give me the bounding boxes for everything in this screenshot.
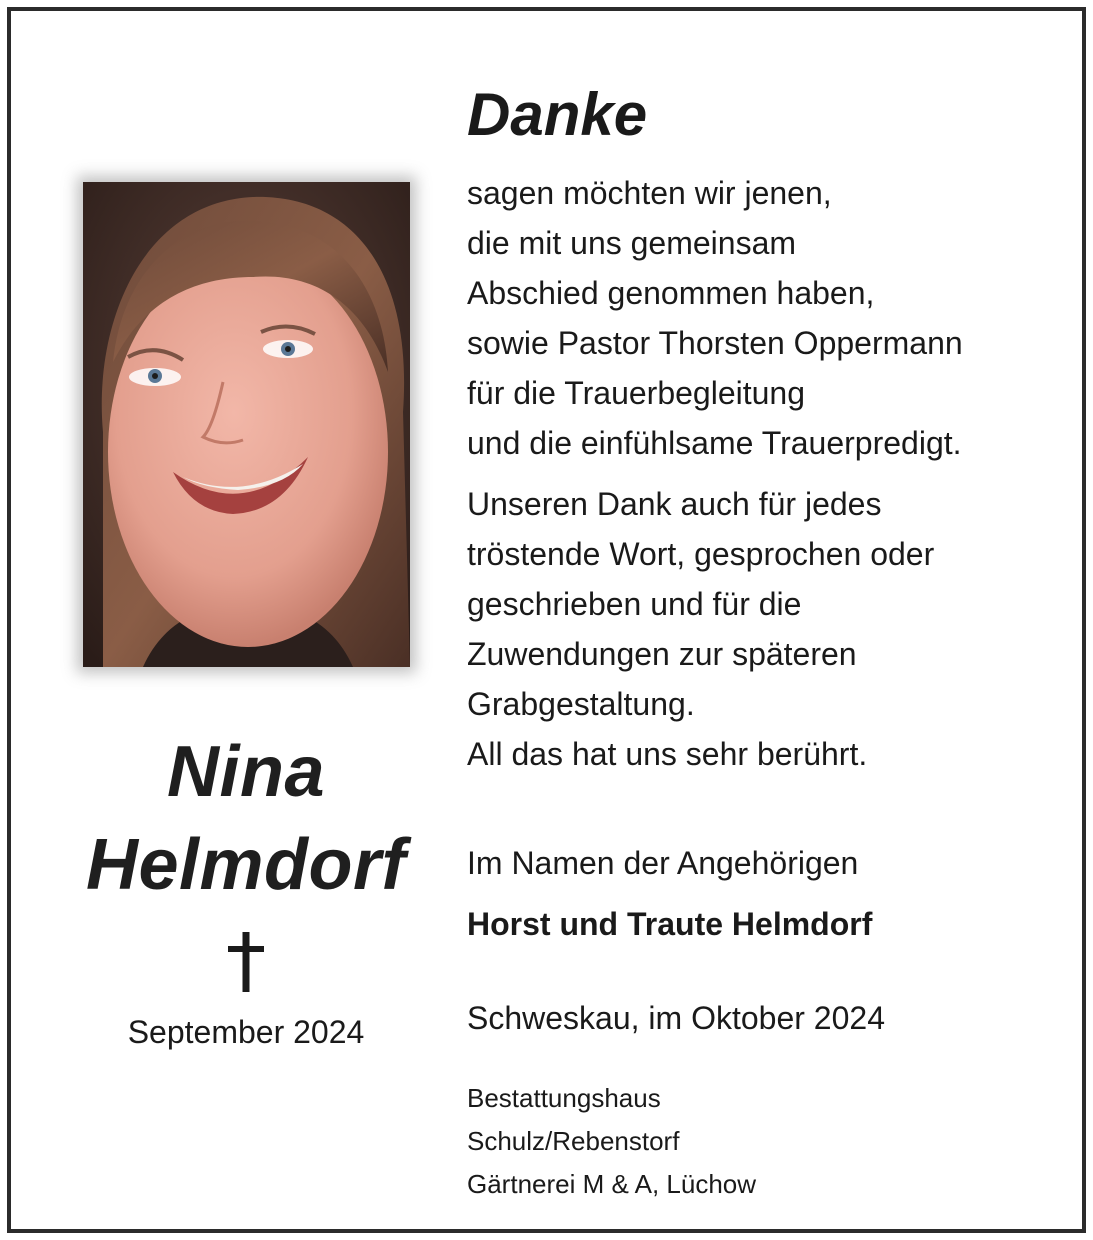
paragraph-line: Zuwendungen zur späteren — [467, 636, 857, 672]
portrait-photo — [83, 182, 410, 667]
family-signature: Horst und Traute Helmdorf — [467, 906, 873, 942]
credits — [467, 1077, 756, 1206]
credit-line: Bestattungshaus — [467, 1083, 661, 1113]
paragraph-line: die mit uns gemeinsam — [467, 225, 797, 261]
paragraph-line: sagen möchten wir jenen, — [467, 175, 832, 211]
paragraph-line: All das hat uns sehr berührt. — [467, 736, 868, 772]
paragraph-line: Grabgestaltung. — [467, 686, 695, 722]
paragraph-line: tröstende Wort, gesprochen oder — [467, 536, 935, 572]
paragraph-line: Abschied genommen haben, — [467, 275, 875, 311]
on-behalf-text: Im Namen der Angehörigen — [467, 845, 859, 881]
credit-line: Gärtnerei M & A, Lüchow — [467, 1169, 757, 1199]
deceased-first-name: Nina — [166, 732, 326, 812]
paragraph-line: und die einfühlsame Trauerpredigt. — [467, 425, 962, 461]
cross-icon — [225, 932, 267, 992]
paragraph-line: Unseren Dank auch für jedes — [467, 486, 882, 522]
deceased-last-name: Helmdorf — [85, 825, 407, 905]
paragraph-line: sowie Pastor Thorsten Oppermann — [467, 325, 963, 361]
paragraph-line: für die Trauerbegleitung — [467, 375, 805, 411]
credit-line: Schulz/Rebenstorf — [467, 1126, 680, 1156]
heading-danke: Danke — [467, 81, 648, 148]
death-date: September 2024 — [127, 1014, 365, 1050]
place-date: Schweskau, im Oktober 2024 — [467, 1000, 885, 1036]
thanks-paragraph-2 — [467, 479, 934, 779]
thanks-paragraph-1 — [467, 168, 963, 468]
paragraph-line: geschrieben und für die — [467, 586, 802, 622]
